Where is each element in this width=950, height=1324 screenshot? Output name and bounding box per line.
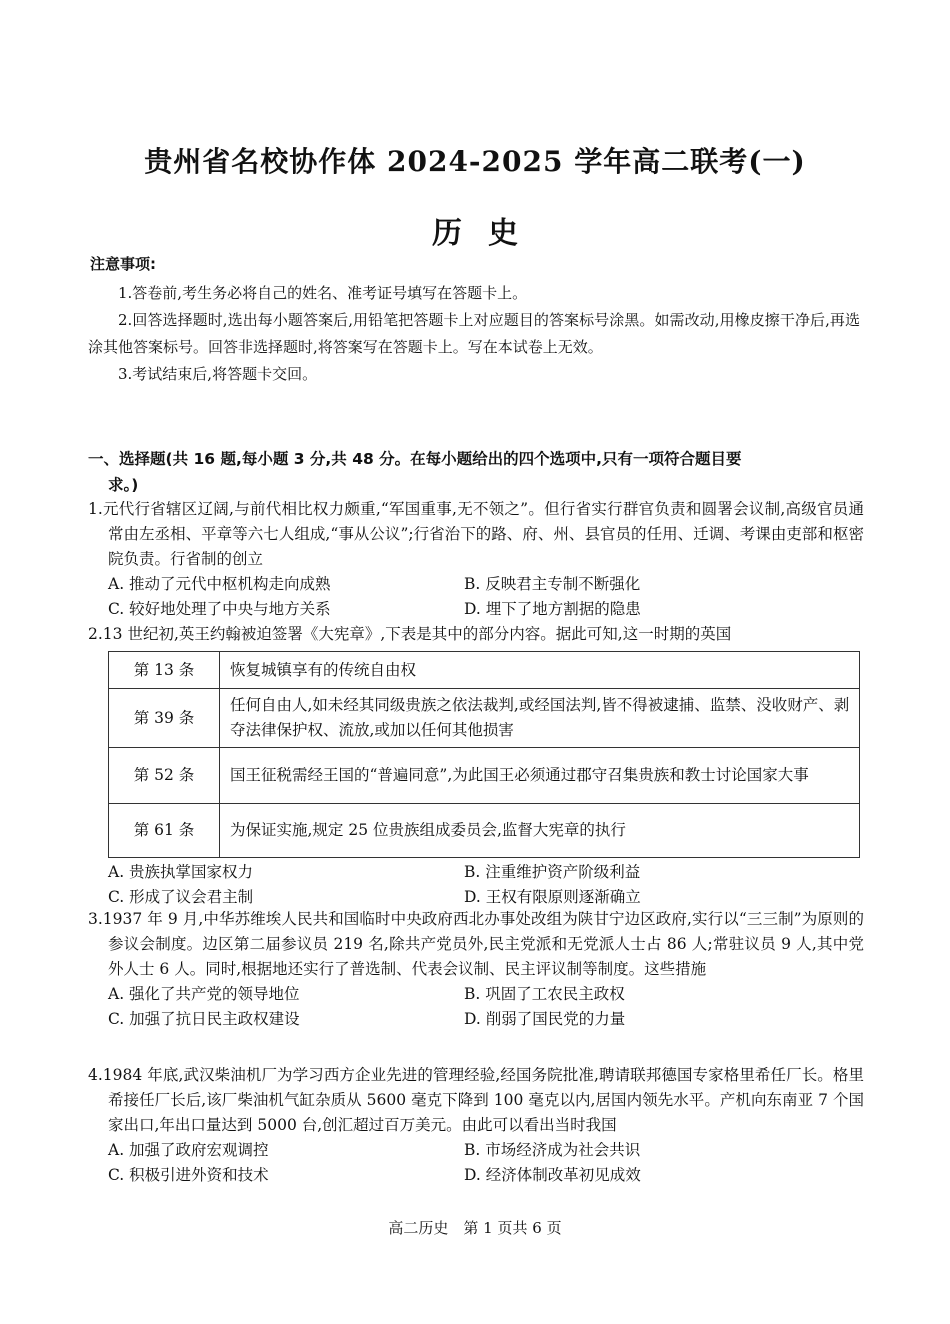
question-stem: 3.1937 年 9 月,中华苏维埃人民共和国临时中央政府西北办事处改组为陕甘宁边区政府,实行以“三三制”为原则的参议会制度。边区第二届参议员 219 名,除共产党员外,民主党派和无党派人士占 86 人;常驻议员 9 人,其中党外人士 6 人。同时,根据地还实行了普选制、代表会议制、民主评议制等制度。这些措施 [88, 910, 864, 978]
option-b: B. 注重维护资产阶级利益 [464, 863, 641, 881]
option-b: B. 反映君主专制不断强化 [464, 575, 641, 593]
question-stem: 2.13 世纪初,英王约翰被迫签署《大宪章》,下表是其中的部分内容。据此可知,这一时期的英国 [88, 625, 732, 643]
table-row [109, 689, 860, 748]
clause-content: 国王征税需经王国的“普遍同意”,为此国王必须通过郡守召集贵族和教士讨论国家大事 [220, 748, 860, 804]
subject-title: 历史 [432, 216, 544, 251]
question-2 [88, 622, 864, 910]
clause-number: 第 13 条 [109, 652, 220, 689]
option-c: C. 形成了议会君主制 [108, 888, 254, 906]
question-stem: 1.元代行省辖区辽阔,与前代相比权力颇重,“军国重事,无不领之”。但行省实行群官负责和圆署会议制,高级官员通常由左丞相、平章等六七人组成,“事从公议”;行省治下的路、府、州、县官员的任用、迁调、考课由吏部和枢密院负责。行省制的创立 [88, 500, 864, 568]
section-heading [88, 446, 864, 498]
option-grid [88, 860, 864, 910]
page-footer: 高二历史 第 1 页共 6 页 [388, 1219, 562, 1237]
option-d: D. 经济体制改革初见成效 [464, 1166, 641, 1184]
clause-content: 任何自由人,如未经其同级贵族之依法裁判,或经国法判,皆不得被逮捕、监禁、没收财产、剥夺法律保护权、流放,或加以任何其他损害 [220, 689, 860, 748]
option-a: A. 加强了政府宏观调控 [108, 1141, 269, 1159]
option-c: C. 积极引进外资和技术 [108, 1166, 269, 1184]
clause-content: 为保证实施,规定 25 位贵族组成委员会,监督大宪章的执行 [220, 804, 860, 858]
option-d: D. 削弱了国民党的力量 [464, 1010, 626, 1028]
option-a: A. 推动了元代中枢机构走向成熟 [108, 575, 331, 593]
option-a: A. 贵族执掌国家权力 [108, 863, 254, 881]
option-c: C. 较好地处理了中央与地方关系 [108, 600, 331, 618]
table-row [109, 652, 860, 689]
option-a: A. 强化了共产党的领导地位 [108, 985, 300, 1003]
option-grid [88, 982, 864, 1032]
option-grid [88, 572, 864, 622]
option-b: B. 市场经济成为社会共识 [464, 1141, 641, 1159]
magna-carta-table [108, 651, 860, 858]
question-3 [88, 907, 864, 1032]
table-row [109, 804, 860, 858]
notes-heading: 注意事项: [90, 255, 156, 273]
option-d: D. 王权有限原则逐渐确立 [464, 888, 641, 906]
option-d: D. 埋下了地方割据的隐患 [464, 600, 641, 618]
question-stem: 4.1984 年底,武汉柴油机厂为学习西方企业先进的管理经验,经国务院批准,聘请联邦德国专家格里希任厂长。格里希接任厂长后,该厂柴油机气缸杂质从 5600 毫克下降到 100 毫克以内,居国内领先水平。产机向东南亚 7 个国家出口,年出口量达到 5000 台,创汇超过百万美元。由此可以看出当时我国 [88, 1066, 864, 1134]
note-item: 3.考试结束后,将答题卡交回。 [118, 365, 318, 383]
section-heading-line2: 求。) [108, 476, 139, 494]
note-item: 1.答卷前,考生务必将自己的姓名、准考证号填写在答题卡上。 [118, 284, 528, 302]
clause-number: 第 39 条 [109, 689, 220, 748]
exam-title: 贵州省名校协作体 2024-2025 学年高二联考(一) [144, 145, 806, 178]
clause-number: 第 52 条 [109, 748, 220, 804]
clause-content: 恢复城镇享有的传统自由权 [220, 652, 860, 689]
table-row [109, 748, 860, 804]
option-grid [88, 1138, 864, 1188]
note-item: 2.回答选择题时,选出每小题答案后,用铅笔把答题卡上对应题目的答案标号涂黑。如需改动,用橡皮擦干净后,再选涂其他答案标号。回答非选择题时,将答案写在答题卡上。写在本试卷上无效。 [88, 311, 860, 356]
section-heading-line1: 一、选择题(共 16 题,每小题 3 分,共 48 分。在每小题给出的四个选项中,只有一项符合题目要 [88, 450, 742, 468]
notes-list [88, 280, 860, 388]
clause-number: 第 61 条 [109, 804, 220, 858]
option-b: B. 巩固了工农民主政权 [464, 985, 625, 1003]
question-1 [88, 497, 864, 622]
question-4 [88, 1063, 864, 1188]
option-c: C. 加强了抗日民主政权建设 [108, 1010, 300, 1028]
